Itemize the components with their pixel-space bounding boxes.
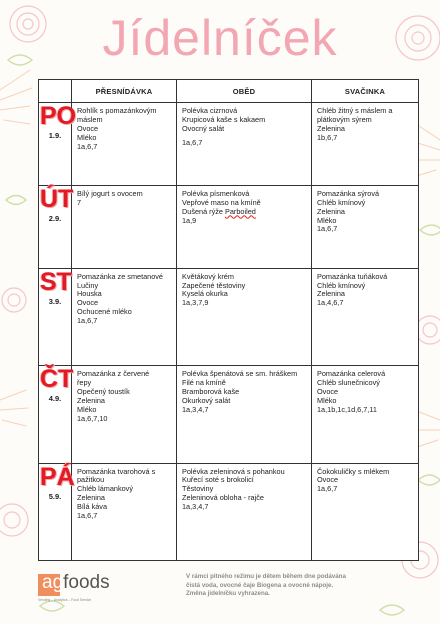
menu-item: Ovoce bbox=[317, 386, 339, 396]
column-header-afternoon-snack: SVAČINKA bbox=[312, 80, 419, 103]
menu-item: Rohlík s pomazánkovým bbox=[77, 106, 157, 115]
day-cell bbox=[39, 268, 72, 365]
menu-item: řepy bbox=[77, 378, 92, 387]
menu-item: Dušená rýže Parboiled bbox=[182, 206, 256, 216]
day-row-thursday bbox=[39, 366, 419, 463]
afternoon-snack-cell bbox=[312, 268, 419, 365]
day-abbr: PÁ bbox=[40, 462, 75, 491]
allergen-codes: 1a,3,4,7 bbox=[182, 502, 209, 512]
menu-item: Ovoce bbox=[317, 475, 339, 485]
allergen-codes: 1a,6,7 bbox=[317, 484, 338, 494]
menu-item: Zelenina bbox=[317, 206, 345, 216]
menu-item: Mléko bbox=[77, 404, 97, 414]
menu-item: Mléko bbox=[317, 395, 337, 405]
day-cell bbox=[39, 462, 75, 560]
day-abbr: PO bbox=[40, 102, 77, 130]
allergen-codes: 1a,6,7 bbox=[77, 316, 98, 326]
menu-item: Bramborová kaše bbox=[182, 386, 240, 396]
day-row-tuesday bbox=[39, 185, 419, 268]
corner-cell bbox=[39, 80, 72, 103]
menu-item: Bílý jogurt s ovocem bbox=[77, 188, 143, 198]
menu-item: Těstoviny bbox=[182, 484, 214, 494]
morning-snack-cell bbox=[72, 185, 177, 268]
menu-item: Polévka písmenková bbox=[182, 188, 250, 198]
spellcheck-word: Parboiled bbox=[225, 206, 256, 216]
column-header-morning-snack: PŘESNÍDÁVKA bbox=[72, 80, 177, 103]
allergen-codes: 1a,4,6,7 bbox=[317, 298, 344, 308]
menu-item: Kyselá okurka bbox=[182, 289, 228, 299]
menu-item: Zeleninová obloha - rajče bbox=[182, 493, 264, 503]
menu-item: Mléko bbox=[317, 215, 337, 225]
footer-line: čistá voda, ovocné čaje Biogena a ovocné nápoje. bbox=[186, 581, 334, 589]
logo-tagline: Vending – Analytics – Food Service bbox=[38, 598, 92, 602]
morning-snack-cell bbox=[72, 103, 177, 186]
day-abbr: ÚT bbox=[40, 184, 74, 213]
footer-line: V rámci pitného režimu je dětem během dne podávána bbox=[186, 573, 346, 580]
page-title: Jídelníček bbox=[102, 10, 338, 66]
allergen-codes: 1a,6,7 bbox=[77, 511, 98, 521]
day-date: 3.9. bbox=[48, 296, 62, 306]
menu-item: Polévka špenátová se sm. hráškem bbox=[182, 369, 298, 379]
menu-item: Ovoce bbox=[77, 298, 99, 308]
menu-item: Pomazánka sýrová bbox=[317, 188, 380, 198]
allergen-codes: 1a,1b,1c,1d,6,7,11 bbox=[317, 404, 377, 414]
menu-item: Chléb lámankový bbox=[77, 484, 133, 494]
menu-item: Zelenina bbox=[317, 123, 345, 133]
lunch-cell bbox=[177, 103, 312, 186]
day-row-monday bbox=[39, 103, 419, 186]
logo-foods: foods bbox=[63, 572, 110, 593]
morning-snack-cell bbox=[72, 268, 177, 365]
afternoon-snack-cell bbox=[312, 366, 419, 463]
menu-item: Zapečené těstoviny bbox=[182, 280, 246, 290]
footer-note bbox=[186, 573, 416, 599]
menu-item: Pomazánka tvarohová s bbox=[77, 466, 156, 476]
menu-table bbox=[38, 79, 419, 561]
day-row-friday bbox=[39, 463, 419, 560]
day-abbr: ST bbox=[40, 267, 72, 296]
menu-item: Květákový krém bbox=[182, 271, 234, 281]
menu-item: Chléb kmínový bbox=[317, 197, 366, 207]
day-date: 2.9. bbox=[48, 213, 62, 223]
allergen-codes: 7 bbox=[77, 197, 82, 207]
allergen-codes: 1b,6,7 bbox=[317, 132, 338, 142]
afternoon-snack-cell bbox=[312, 463, 419, 560]
menu-item: Pomazánka ze smetanové bbox=[77, 271, 163, 281]
menu-item: Polévka cizrnová bbox=[182, 106, 238, 115]
logo-wordmark bbox=[42, 572, 110, 594]
day-cell bbox=[39, 185, 72, 268]
menu-item: Ovoce bbox=[77, 123, 99, 133]
day-row-wednesday bbox=[39, 268, 419, 365]
allergen-codes: 1a,6,7 bbox=[77, 141, 98, 151]
menu-item: Ochucené mléko bbox=[77, 307, 132, 317]
allergen-codes: 1a,6,7,10 bbox=[77, 413, 108, 423]
menu-item: Zelenina bbox=[77, 493, 105, 503]
afternoon-snack-cell bbox=[312, 103, 419, 186]
menu-item: Vepřové maso na kmíně bbox=[182, 197, 261, 207]
menu-item: máslem bbox=[77, 114, 103, 124]
lunch-cell bbox=[177, 268, 312, 365]
menu-item: Čokokuličky s mlékem bbox=[317, 466, 390, 476]
lunch-cell bbox=[177, 463, 312, 560]
menu-item: Filé na kmíně bbox=[182, 378, 226, 387]
menu-item: pažitkou bbox=[77, 475, 105, 485]
menu-item: Ovocný salát bbox=[182, 123, 225, 133]
menu-item: Pomazánka z červené bbox=[77, 369, 150, 379]
allergen-codes: 1a,3,4,7 bbox=[182, 404, 209, 414]
allergen-codes: 1a,3,7,9 bbox=[182, 298, 209, 308]
afternoon-snack-cell bbox=[312, 185, 419, 268]
allergen-codes: 1a,6,7 bbox=[317, 224, 338, 234]
lunch-cell bbox=[177, 366, 312, 463]
morning-snack-cell bbox=[72, 463, 177, 560]
menu-item: Pomazánka celerová bbox=[317, 369, 386, 379]
menu-item: Chléb slunečnicový bbox=[317, 378, 380, 387]
day-date: 4.9. bbox=[48, 394, 62, 404]
menu-item: Zelenina bbox=[77, 395, 105, 405]
day-cell bbox=[39, 366, 72, 463]
day-date: 5.9. bbox=[48, 491, 62, 501]
menu-item: Chléb kmínový bbox=[317, 280, 366, 290]
menu-item: Chléb žitný s máslem a bbox=[317, 106, 393, 115]
footer-line: Změna jídelníčku vyhrazena. bbox=[186, 590, 270, 597]
menu-item: Kuřecí soté s brokolicí bbox=[182, 475, 254, 485]
menu-item: Okurkový salát bbox=[182, 395, 231, 405]
column-header-lunch: OBĚD bbox=[177, 80, 312, 103]
menu-item: Lučiny bbox=[77, 280, 99, 290]
menu-item: plátkovým sýrem bbox=[317, 114, 372, 124]
menu-item: Houska bbox=[77, 289, 102, 299]
menu-item: Krupicová kaše s kakaem bbox=[182, 114, 266, 124]
logo-ag: ag bbox=[42, 572, 64, 593]
lunch-cell bbox=[177, 185, 312, 268]
menu-item: Pomazánka tuňáková bbox=[317, 271, 388, 281]
menu-item: Zelenina bbox=[317, 289, 345, 299]
allergen-codes: 1a,6,7 bbox=[182, 137, 203, 147]
menu-item: Bílá káva bbox=[77, 502, 108, 512]
menu-item: Opečený toustík bbox=[77, 386, 130, 396]
menu-item: Mléko bbox=[77, 132, 97, 142]
day-cell bbox=[39, 102, 77, 186]
day-abbr: ČT bbox=[40, 365, 74, 394]
menu-item: Polévka zeleninová s pohankou bbox=[182, 466, 285, 476]
morning-snack-cell bbox=[72, 366, 177, 463]
allergen-codes: 1a,9 bbox=[182, 215, 197, 225]
header-row bbox=[39, 80, 419, 103]
day-date: 1.9. bbox=[48, 131, 62, 140]
